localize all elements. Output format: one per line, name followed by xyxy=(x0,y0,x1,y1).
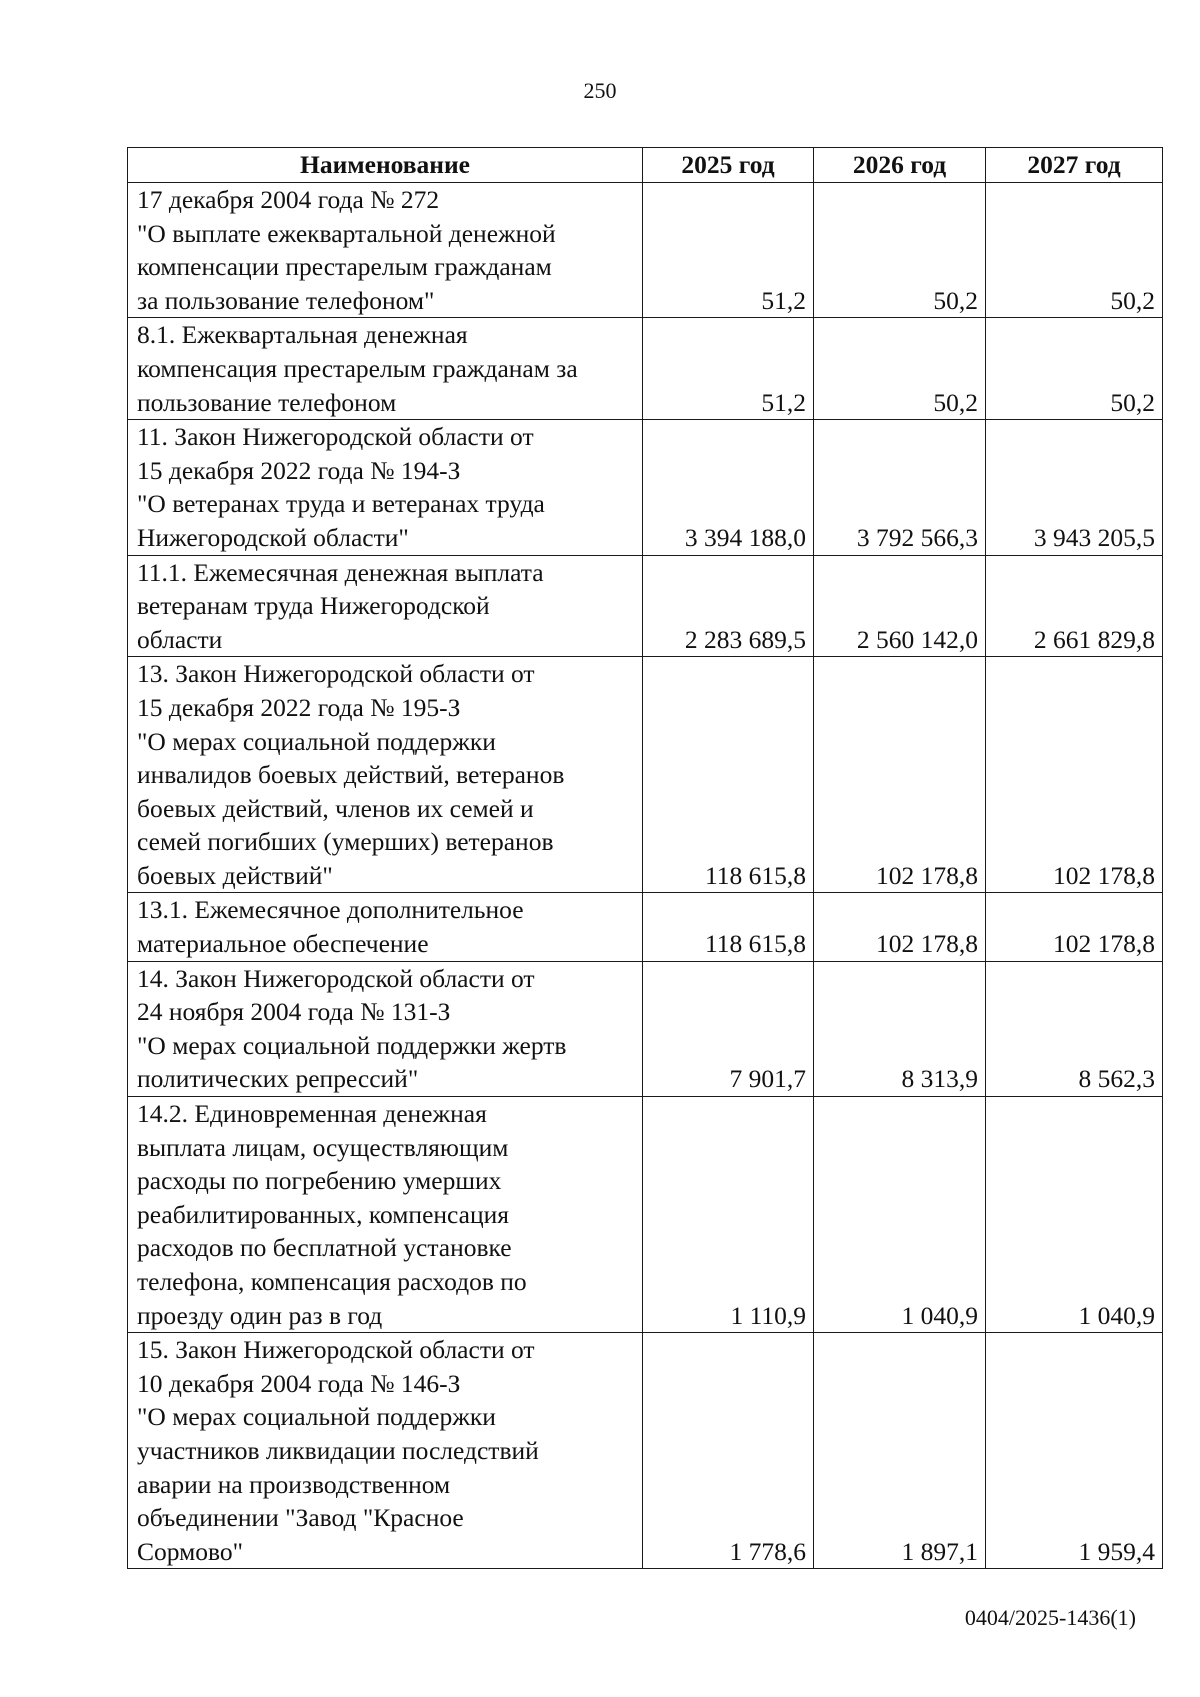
value-2026-cell: 102 178,8 xyxy=(814,893,986,961)
value-2026-cell: 1 040,9 xyxy=(814,1097,986,1333)
value-2025-cell: 7 901,7 xyxy=(643,961,814,1096)
value-2025-cell: 51,2 xyxy=(643,183,814,318)
row-name-line: 11.1. Ежемесячная денежная выплата xyxy=(137,557,544,587)
value-2027-cell: 102 178,8 xyxy=(986,893,1163,961)
row-name-cell xyxy=(128,420,643,555)
row-name-line: за пользование телефоном" xyxy=(137,285,435,315)
row-name-line: участников ликвидации последствий xyxy=(137,1435,539,1465)
row-name-cell xyxy=(128,657,643,893)
row-name-line: инвалидов боевых действий, ветеранов xyxy=(137,760,565,790)
row-name-line: 14.2. Единовременная денежная xyxy=(137,1099,487,1129)
value-2025-cell: 118 615,8 xyxy=(643,893,814,961)
table-row xyxy=(128,657,1163,893)
table-body xyxy=(128,183,1163,1569)
value-2027-cell: 8 562,3 xyxy=(986,961,1163,1096)
row-name-line: ветеранам труда Нижегородской xyxy=(137,591,490,621)
header-2027: 2027 год xyxy=(986,148,1163,183)
row-name-line: объединении "Завод "Красное xyxy=(137,1503,464,1533)
row-name-line: реабилитированных, компенсация xyxy=(137,1199,510,1229)
value-2025-cell: 3 394 188,0 xyxy=(643,420,814,555)
table-row xyxy=(128,1333,1163,1569)
value-2025-cell: 2 283 689,5 xyxy=(643,555,814,657)
row-name-line: "О выплате ежеквартальной денежной xyxy=(137,218,556,248)
row-name-line: материальное обеспечение xyxy=(137,929,429,959)
row-name-line: 15. Закон Нижегородской области от xyxy=(137,1335,535,1365)
value-2027-cell: 50,2 xyxy=(986,318,1163,420)
row-name-line: 11. Закон Нижегородской области от xyxy=(137,422,534,452)
row-name-cell xyxy=(128,555,643,657)
header-name: Наименование xyxy=(128,148,643,183)
row-name-line: пользование телефоном xyxy=(137,387,397,417)
row-name-cell xyxy=(128,893,643,961)
row-name-line: 8.1. Ежеквартальная денежная xyxy=(137,320,468,350)
row-name-line: "О ветеранах труда и ветеранах труда xyxy=(137,489,545,519)
table-row xyxy=(128,961,1163,1096)
row-name-line: телефона, компенсация расходов по xyxy=(137,1267,527,1296)
value-2025-cell: 51,2 xyxy=(643,318,814,420)
row-name-line: семей погибших (умерших) ветеранов xyxy=(137,827,554,857)
row-name-line: выплата лицам, осуществляющим xyxy=(137,1132,509,1162)
table-row xyxy=(128,183,1163,318)
value-2026-cell: 3 792 566,3 xyxy=(814,420,986,555)
table-row xyxy=(128,893,1163,961)
header-2025: 2025 год xyxy=(643,148,814,183)
row-name-line: "О мерах социальной поддержки xyxy=(137,726,496,756)
table-row xyxy=(128,555,1163,657)
row-name-line: "О мерах социальной поддержки xyxy=(137,1402,496,1432)
row-name-line: 10 декабря 2004 года № 146-З xyxy=(137,1368,461,1398)
row-name-cell xyxy=(128,1333,643,1569)
value-2027-cell: 1 040,9 xyxy=(986,1097,1163,1333)
row-name-cell xyxy=(128,183,643,318)
row-name-line: боевых действий" xyxy=(137,860,333,890)
value-2026-cell: 1 897,1 xyxy=(814,1333,986,1569)
row-name-line: аварии на производственном xyxy=(137,1469,451,1499)
value-2027-cell: 50,2 xyxy=(986,183,1163,318)
row-name-line: 15 декабря 2022 года № 195-З xyxy=(137,692,461,722)
row-name-line: Сормово" xyxy=(137,1536,244,1566)
row-name-line: "О мерах социальной поддержки жертв xyxy=(137,1030,567,1060)
row-name-line: Нижегородской области" xyxy=(137,522,409,552)
table-header-row xyxy=(128,148,1163,183)
table-row xyxy=(128,420,1163,555)
value-2026-cell: 8 313,9 xyxy=(814,961,986,1096)
budget-table xyxy=(127,147,1163,1569)
row-name-line: 15 декабря 2022 года № 194-З xyxy=(137,455,461,485)
row-name-line: 13. Закон Нижегородской области от xyxy=(137,659,535,689)
value-2025-cell: 118 615,8 xyxy=(643,657,814,893)
document-code: 0404/2025-1436(1) xyxy=(964,1605,1136,1630)
row-name-line: расходов по бесплатной установке xyxy=(137,1233,512,1263)
row-name-cell xyxy=(128,961,643,1096)
value-2027-cell: 3 943 205,5 xyxy=(986,420,1163,555)
value-2026-cell: 2 560 142,0 xyxy=(814,555,986,657)
row-name-line: боевых действий, членов их семей и xyxy=(137,793,534,823)
row-name-line: политических репрессий" xyxy=(137,1064,419,1094)
value-2027-cell: 1 959,4 xyxy=(986,1333,1163,1569)
row-name-line: области xyxy=(137,624,223,654)
row-name-line: 17 декабря 2004 года № 272 xyxy=(137,185,440,214)
row-name-line: 24 ноября 2004 года № 131-З xyxy=(137,997,451,1027)
row-name-line: проезду один раз в год xyxy=(137,1300,383,1330)
row-name-line: 14. Закон Нижегородской области от xyxy=(137,963,535,993)
table-row xyxy=(128,318,1163,420)
row-name-cell xyxy=(128,1097,643,1333)
table-row xyxy=(128,1097,1163,1333)
value-2025-cell: 1 778,6 xyxy=(643,1333,814,1569)
page-number: 250 xyxy=(583,78,617,103)
value-2026-cell: 50,2 xyxy=(814,183,986,318)
row-name-line: компенсация престарелым гражданам за xyxy=(137,353,578,383)
value-2026-cell: 50,2 xyxy=(814,318,986,420)
row-name-line: расходы по погребению умерших xyxy=(137,1166,502,1196)
value-2027-cell: 102 178,8 xyxy=(986,657,1163,893)
row-name-cell xyxy=(128,318,643,420)
value-2027-cell: 2 661 829,8 xyxy=(986,555,1163,657)
value-2026-cell: 102 178,8 xyxy=(814,657,986,893)
header-2026: 2026 год xyxy=(814,148,986,183)
value-2025-cell: 1 110,9 xyxy=(643,1097,814,1333)
row-name-line: 13.1. Ежемесячное дополнительное xyxy=(137,895,524,925)
row-name-line: компенсации престарелым гражданам xyxy=(137,252,552,282)
